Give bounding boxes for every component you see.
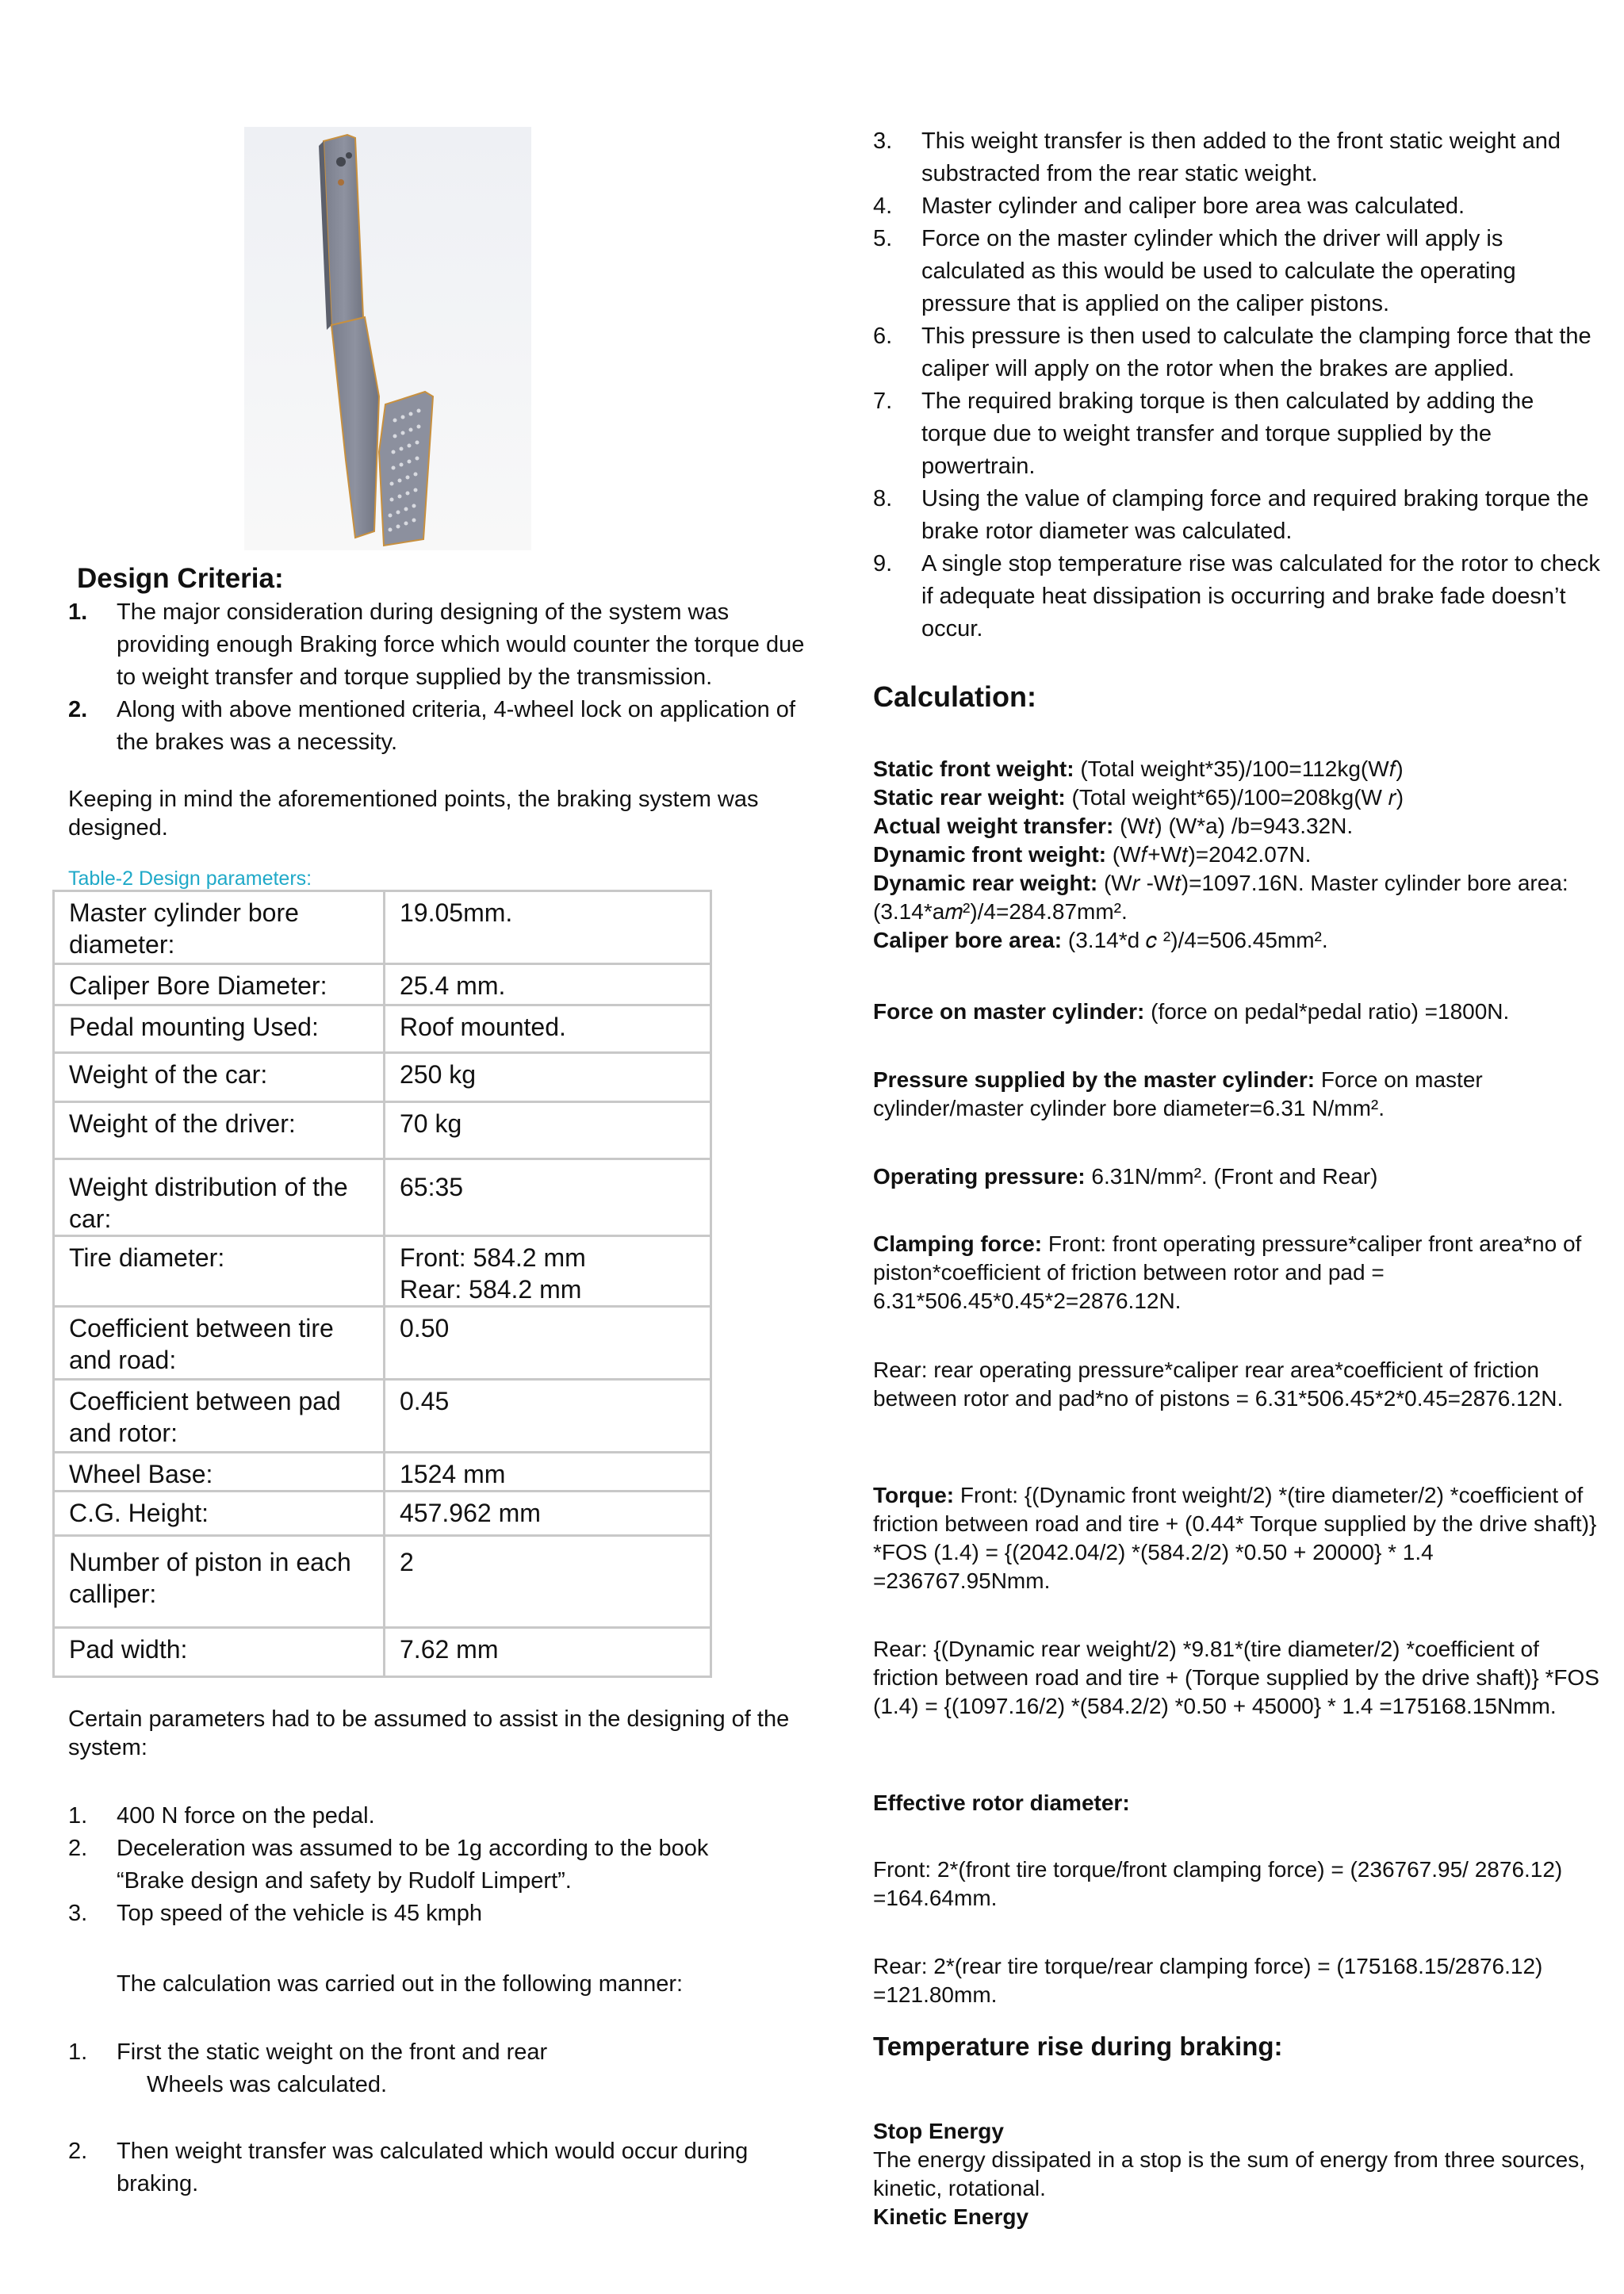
table-row: Weight of the car: 250 kg: [54, 1053, 711, 1102]
list-item: 2. Deceleration was assumed to be 1g according to the book “Brake design and safety by Rudolf Limpert”.: [68, 1836, 709, 1894]
kinetic-energy-heading: Kinetic Energy: [873, 2204, 1029, 2229]
table-row: Caliper Bore Diameter: 25.4 mm.: [54, 964, 711, 1005]
list-item: 2. Then weight transfer was calculated which would occur during braking.: [68, 2139, 749, 2196]
steps-list-right: [873, 125, 1603, 645]
list-item: 2. Along with above mentioned criteria, 4-wheel lock on application of the brakes was a necessity.: [68, 697, 795, 755]
pressure-master-cylinder: Pressure supplied by the master cylinder: Force on master cylinder/master cylinder bore diameter=6.31 N/mm².: [873, 1067, 1483, 1120]
operating-pressure: Operating pressure: 6.31N/mm². (Front and Rear): [873, 1164, 1378, 1189]
table-row: Wheel Base: 1524 mm: [54, 1453, 711, 1492]
assumptions-list: [68, 1800, 782, 1930]
stop-energy-heading: Stop Energy: [873, 2119, 1004, 2143]
temperature-heading: Temperature rise during braking:: [873, 2032, 1283, 2061]
brake-pedal-figure: [244, 127, 531, 550]
table-caption: Table-2 Design parameters:: [68, 867, 312, 890]
clamping-force-rear: Rear: rear operating pressure*caliper rear area*coefficient of friction between rotor and pad*no of pistons = 6.31*506.45*2*0.45=2876.12N.: [873, 1358, 1564, 1411]
tire-rear-value: Rear: 584.2 mm: [400, 1275, 582, 1304]
dynamic-rear-weight: Dynamic rear weight: (W𝑟 -W𝑡)=1097.16N. Master cylinder bore area: (3.14*a𝑚²)/4=284.87mm².: [873, 871, 1568, 924]
list-item: 1. First the static weight on the front and rear Wheels was calculated.: [68, 2039, 548, 2097]
table-row: Number of piston in each calliper: 2: [54, 1536, 711, 1628]
stop-energy-text: The energy dissipated in a stop is the sum of energy from three sources, kinetic, rotational.: [873, 2147, 1586, 2200]
list-item: 3. Top speed of the vehicle is 45 kmph: [68, 1901, 483, 1926]
steps-list-left: [68, 2036, 806, 2101]
table-row: Tire diameter: Front: 584.2 mm Rear: 584.2 mm: [54, 1236, 711, 1307]
table-row: Coefficient between pad and rotor: 0.45: [54, 1380, 711, 1453]
design-parameters-table: [52, 890, 712, 1678]
list-item: 1. 400 N force on the pedal.: [68, 1803, 375, 1829]
rotor-diameter-front: Front: 2*(front tire torque/front clamping force) = (236767.95/ 2876.12) =164.64mm.: [873, 1857, 1563, 1910]
assumptions-intro: Certain parameters had to be assumed to assist in the designing of the system:: [68, 1706, 790, 1760]
tire-front-value: Front: 584.2 mm: [400, 1243, 586, 1272]
design-criteria-list: [68, 596, 806, 759]
stop-energy-block: [873, 2117, 1611, 2231]
list-item: 3. This weight transfer is then added to the front static weight and substracted from the rear static weight.: [873, 128, 1561, 186]
static-front-weight: Static front weight: (Total weight*35)/100=112kg(W𝑓): [873, 756, 1404, 781]
steps-list-left-2: [68, 2135, 806, 2200]
dynamic-front-weight: Dynamic front weight: (W𝑓+W𝑡)=2042.07N.: [873, 842, 1312, 867]
table-row: Master cylinder bore diameter: 19.05mm.: [54, 891, 711, 964]
list-item: 1. The major consideration during designing of the system was providing enough Braking force which would counter the torque due to weight transfer and torque supplied by the transmission.: [68, 599, 805, 690]
actual-weight-transfer: Actual weight transfer: (W𝑡) (W*a) /b=943.32N.: [873, 814, 1354, 838]
calculation-heading: Calculation:: [873, 680, 1037, 713]
clamping-force-front: Clamping force: Front: front operating pressure*caliper front area*no of piston*coefficient of friction between rotor and pad = 6.31*506.45*0.45*2=2876.12N.: [873, 1231, 1582, 1313]
torque-rear: Rear: {(Dynamic rear weight/2) *9.81*(tire diameter/2) *coefficient of friction between road and tire + (Torque supplied by the drive shaft)} *FOS (1.4) = {(1097.16/2) *(584.2/2) *0.50 + 45000} * 1.4 =175168.15Nmm.: [873, 1637, 1599, 1718]
static-rear-weight: Static rear weight: (Total weight*65)/100=208kg(W 𝑟): [873, 785, 1404, 810]
caliper-bore-area: Caliper bore area: (3.14*d 𝑐 ²)/4=506.45mm².: [873, 928, 1328, 952]
table-row: C.G. Height: 457.962 mm: [54, 1492, 711, 1536]
rotor-diameter-heading: Effective rotor diameter:: [873, 1790, 1130, 1815]
list-item: 5. Force on the master cylinder which the driver will apply is calculated as this would be used to calculate the operating pressure that is applied on the caliper pistons.: [873, 226, 1516, 316]
design-criteria-heading: Design Criteria:: [77, 563, 284, 594]
table-row: Pad width: 7.62 mm: [54, 1628, 711, 1677]
rotor-diameter-rear: Rear: 2*(rear tire torque/rear clamping force) = (175168.15/2876.12) =121.80mm.: [873, 1954, 1543, 2007]
table-row: Weight of the driver: 70 kg: [54, 1102, 711, 1159]
weights-block: [873, 755, 1611, 955]
table-row: Pedal mounting Used: Roof mounted.: [54, 1005, 711, 1053]
table-row: Weight distribution of the car: 65:35: [54, 1159, 711, 1236]
brake-pedal-drawing: [244, 127, 531, 550]
list-item: 9. A single stop temperature rise was calculated for the rotor to check if adequate heat dissipation is occurring and brake fade doesn’t occur.: [873, 551, 1600, 641]
list-item: 7. The required braking torque is then calculated by adding the torque due to weight transfer and torque supplied by the powertrain.: [873, 389, 1534, 479]
list-item: 4. Master cylinder and caliper bore area was calculated.: [873, 193, 1465, 219]
force-master-cylinder: Force on master cylinder: (force on pedal*pedal ratio) =1800N.: [873, 999, 1510, 1024]
table-row: Coefficient between tire and road: 0.50: [54, 1307, 711, 1380]
design-summary: Keeping in mind the aforementioned points, the braking system was designed.: [68, 787, 759, 841]
list-item: 8. Using the value of clamping force and required braking torque the brake rotor diameter was calculated.: [873, 486, 1589, 544]
list-item: 6. This pressure is then used to calculate the clamping force that the caliper will apply on the rotor when the brakes are applied.: [873, 324, 1591, 381]
calculation-manner: The calculation was carried out in the following manner:: [117, 1971, 684, 1997]
torque-front: Torque: Front: {(Dynamic front weight/2) *(tire diameter/2) *coefficient of friction between road and tire + (0.44* Torque supplied by the drive shaft)} *FOS (1.4) = {(2042.04/2) *(584.2/2) *0.50 + 20000} * 1.4 =236767.95Nmm.: [873, 1483, 1597, 1593]
